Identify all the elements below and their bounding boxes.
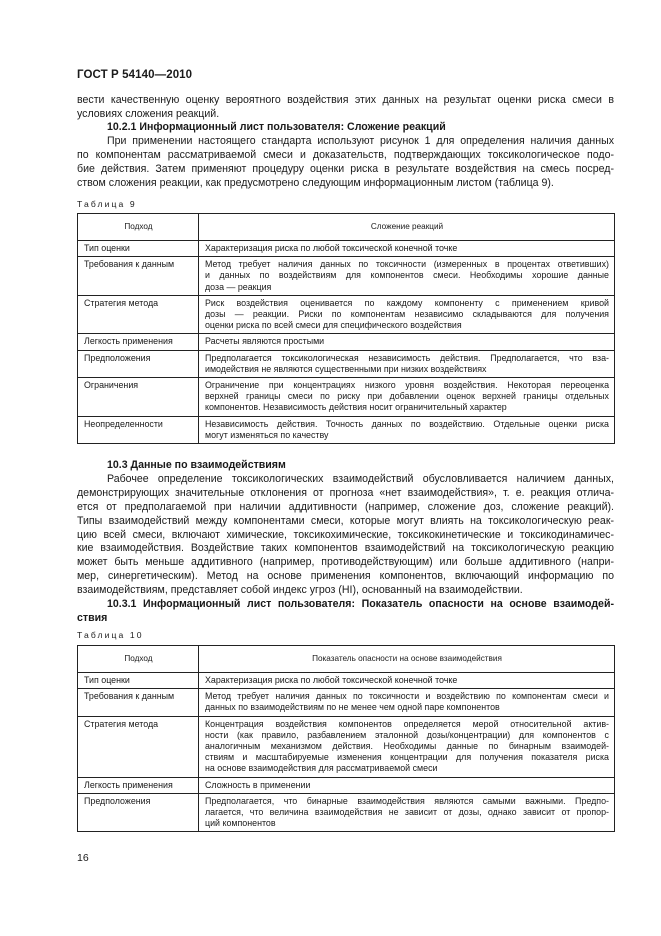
cell-line: Независимость действия. Точность данных по воздействию. Отдельные оценки риска — [205, 418, 609, 429]
page-number: 16 — [77, 852, 89, 864]
row-label: Неопределенности — [78, 416, 199, 443]
table-10-caption: Таблица 10 — [77, 630, 144, 640]
row-description — [199, 241, 615, 257]
row-label: Предположения — [78, 350, 199, 377]
column-header: Подход — [78, 646, 199, 673]
text-line: Рабочее определение токсикологических взаимодействий обусловливается наличием данных, — [107, 472, 614, 485]
text-line: мер, синергетическим). Метод на основе применения компонентов, включающий информацию по — [77, 570, 614, 583]
row-description — [199, 257, 615, 296]
cell-line: Ограничение при концентрациях низкого уровня воздействия. Некоторая переоценка — [205, 380, 609, 391]
cell-line: Метод требует наличия данных по токсичности (измеренных в процентах ответивших) — [205, 259, 609, 270]
table-row — [78, 257, 615, 296]
row-label: Предположения — [78, 793, 199, 832]
text-line: бие действия. Затем применяют процедуру оценки риска в результате воздействия на смесь посред- — [77, 162, 614, 175]
column-header: Подход — [78, 214, 199, 241]
cell-line: на основе взаимодействия для рассматриваемой смеси — [205, 763, 438, 774]
cell-line: лагается, что величина взаимодействия не зависит от дозы, однако зависит от пропор- — [205, 807, 609, 818]
text-line: При применении настоящего стандарта используют рисунок 1 для определения наличия данных — [107, 134, 614, 147]
section-heading: 10.3 Данные по взаимодействиям — [107, 459, 286, 471]
column-header: Сложение реакций — [199, 214, 615, 241]
text-line: условиях сложения реакций. — [77, 107, 220, 120]
cell-line: имодействия не являются существенными при низких воздействиях — [205, 363, 487, 374]
table-row — [78, 689, 615, 716]
row-description — [199, 350, 615, 377]
table-row — [78, 777, 615, 793]
table-9 — [77, 213, 615, 444]
cell-line: верхней границы смеси по риску при добавлении оценок верхней границы отдельных — [205, 391, 609, 402]
cell-line: доза — реакция — [205, 281, 272, 292]
cell-line: ствиям и масштабируемые изменения концентрации для получения показателя риска — [205, 752, 609, 763]
cell-line: Риск воздействия оценивается по каждому компоненту с применением кривой — [205, 297, 609, 308]
text-line: вести качественную оценку вероятного воздействия этих данных на результат оценки риска смеси в — [77, 94, 614, 106]
intro-paragraph — [77, 94, 614, 122]
table-header-row — [78, 646, 615, 673]
cell-line: компонентов. Независимость действия носит ограничительный характер — [205, 402, 507, 413]
table-9-caption: Таблица 9 — [77, 199, 137, 209]
text-line: ется от предполагаемой при наличии аддитивности (например, сложение доз, сложение реакций). — [77, 500, 614, 513]
cell-line: Метод требует наличия данных по токсичности и воздействию по компонентам смеси и — [205, 691, 609, 702]
table-row — [78, 673, 615, 689]
cell-line: аналогичным механизмом действия. Необходимы данные по бинарным взаимодей- — [205, 741, 609, 752]
row-label: Требования к данным — [78, 257, 199, 296]
row-label: Тип оценки — [78, 241, 199, 257]
section-heading: ствия — [77, 611, 108, 624]
cell-line: Характеризация риска по любой токсической конечной точке — [205, 243, 458, 253]
text-line: взаимодействиям, представляет собой индекс угроз (HI), основанный на взаимодействии. — [77, 584, 523, 597]
document-header: ГОСТ Р 54140—2010 — [77, 69, 193, 81]
text-line: кие взаимодействия. Воздействие таких компонентов взаимодействий на токсикологическую реакцию — [77, 542, 614, 555]
row-description — [199, 334, 615, 350]
row-description — [199, 793, 615, 832]
cell-line: и данных по воздействиям для компонентов смеси. Необходимы хорошие данные — [205, 270, 609, 281]
section-10-2-1 — [77, 121, 614, 191]
row-label: Легкость применения — [78, 777, 199, 793]
section-heading: 10.3.1 Информационный лист пользователя: Показатель опасности на основе взаимодей- — [107, 598, 614, 611]
cell-line: ций компонентов — [205, 818, 276, 829]
table-header-row — [78, 214, 615, 241]
row-label: Стратегия метода — [78, 716, 199, 777]
cell-line: Предполагается, что бинарные взаимодействия являются самыми важными. Предпо- — [205, 795, 609, 806]
cell-line: ности (как правило, разбавлением эталонной дозы/концентрации) для компонентов с — [205, 729, 609, 740]
table-row — [78, 793, 615, 832]
cell-line: могут изменяться по качеству — [205, 429, 329, 440]
text-line: цию всей смеси, включают химические, токсикохимические, токсикокинетические и токсикодинамичес- — [77, 528, 614, 541]
cell-line: оценки риска по всей смеси для специфического воздействия — [205, 320, 462, 331]
text-line: демонстрирующих значительные отклонения от прогноза «нет взаимодействия», т. е. реакция отлича- — [77, 486, 614, 499]
table-row — [78, 378, 615, 417]
cell-line: данных по взаимодействиям по не менее чем одной паре компонентов — [205, 702, 500, 713]
column-header: Показатель опасности на основе взаимодействия — [199, 646, 615, 673]
text-line: по компонентам рассматриваемой смеси и доказательств, подтверждающих токсикологическое подо- — [77, 148, 614, 161]
row-label: Легкость применения — [78, 334, 199, 350]
table-row — [78, 334, 615, 350]
cell-line: Предполагается токсикологическая независимость действия. Предполагается, что вза- — [205, 352, 609, 363]
text-line: ством сложения реакции, как предусмотрено следующим информационным листом (таблица 9). — [77, 176, 554, 189]
row-label: Ограничения — [78, 378, 199, 417]
row-label: Тип оценки — [78, 673, 199, 689]
text-line: Типы взаимодействий между компонентами смеси, которые могут влиять на токсикологическую реак- — [77, 514, 614, 527]
table-10 — [77, 645, 615, 832]
cell-line: дозы — реакции. Риски по компонентам независимо складываются для получения — [205, 309, 609, 320]
row-description — [199, 689, 615, 716]
row-description — [199, 378, 615, 417]
table-row — [78, 416, 615, 443]
row-label: Требования к данным — [78, 689, 199, 716]
table-row — [78, 241, 615, 257]
row-label: Стратегия метода — [78, 295, 199, 334]
table-row — [78, 716, 615, 777]
row-description — [199, 416, 615, 443]
row-description — [199, 777, 615, 793]
section-heading: 10.2.1 Информационный лист пользователя: Сложение реакций — [107, 121, 446, 133]
cell-line: Характеризация риска по любой токсической конечной точке — [205, 675, 458, 685]
row-description — [199, 673, 615, 689]
cell-line: Сложность в применении — [205, 779, 311, 790]
row-description — [199, 716, 615, 777]
cell-line: Расчеты являются простыми — [205, 336, 325, 347]
row-description — [199, 295, 615, 334]
cell-line: Концентрация воздействия компонентов определяется мерой относительной актив- — [205, 718, 609, 729]
section-10-3 — [77, 459, 614, 626]
text-line: может быть меньше аддитивного (например, противодействующим) или больше аддитивного (напри- — [77, 556, 614, 569]
table-row — [78, 350, 615, 377]
table-row — [78, 295, 615, 334]
